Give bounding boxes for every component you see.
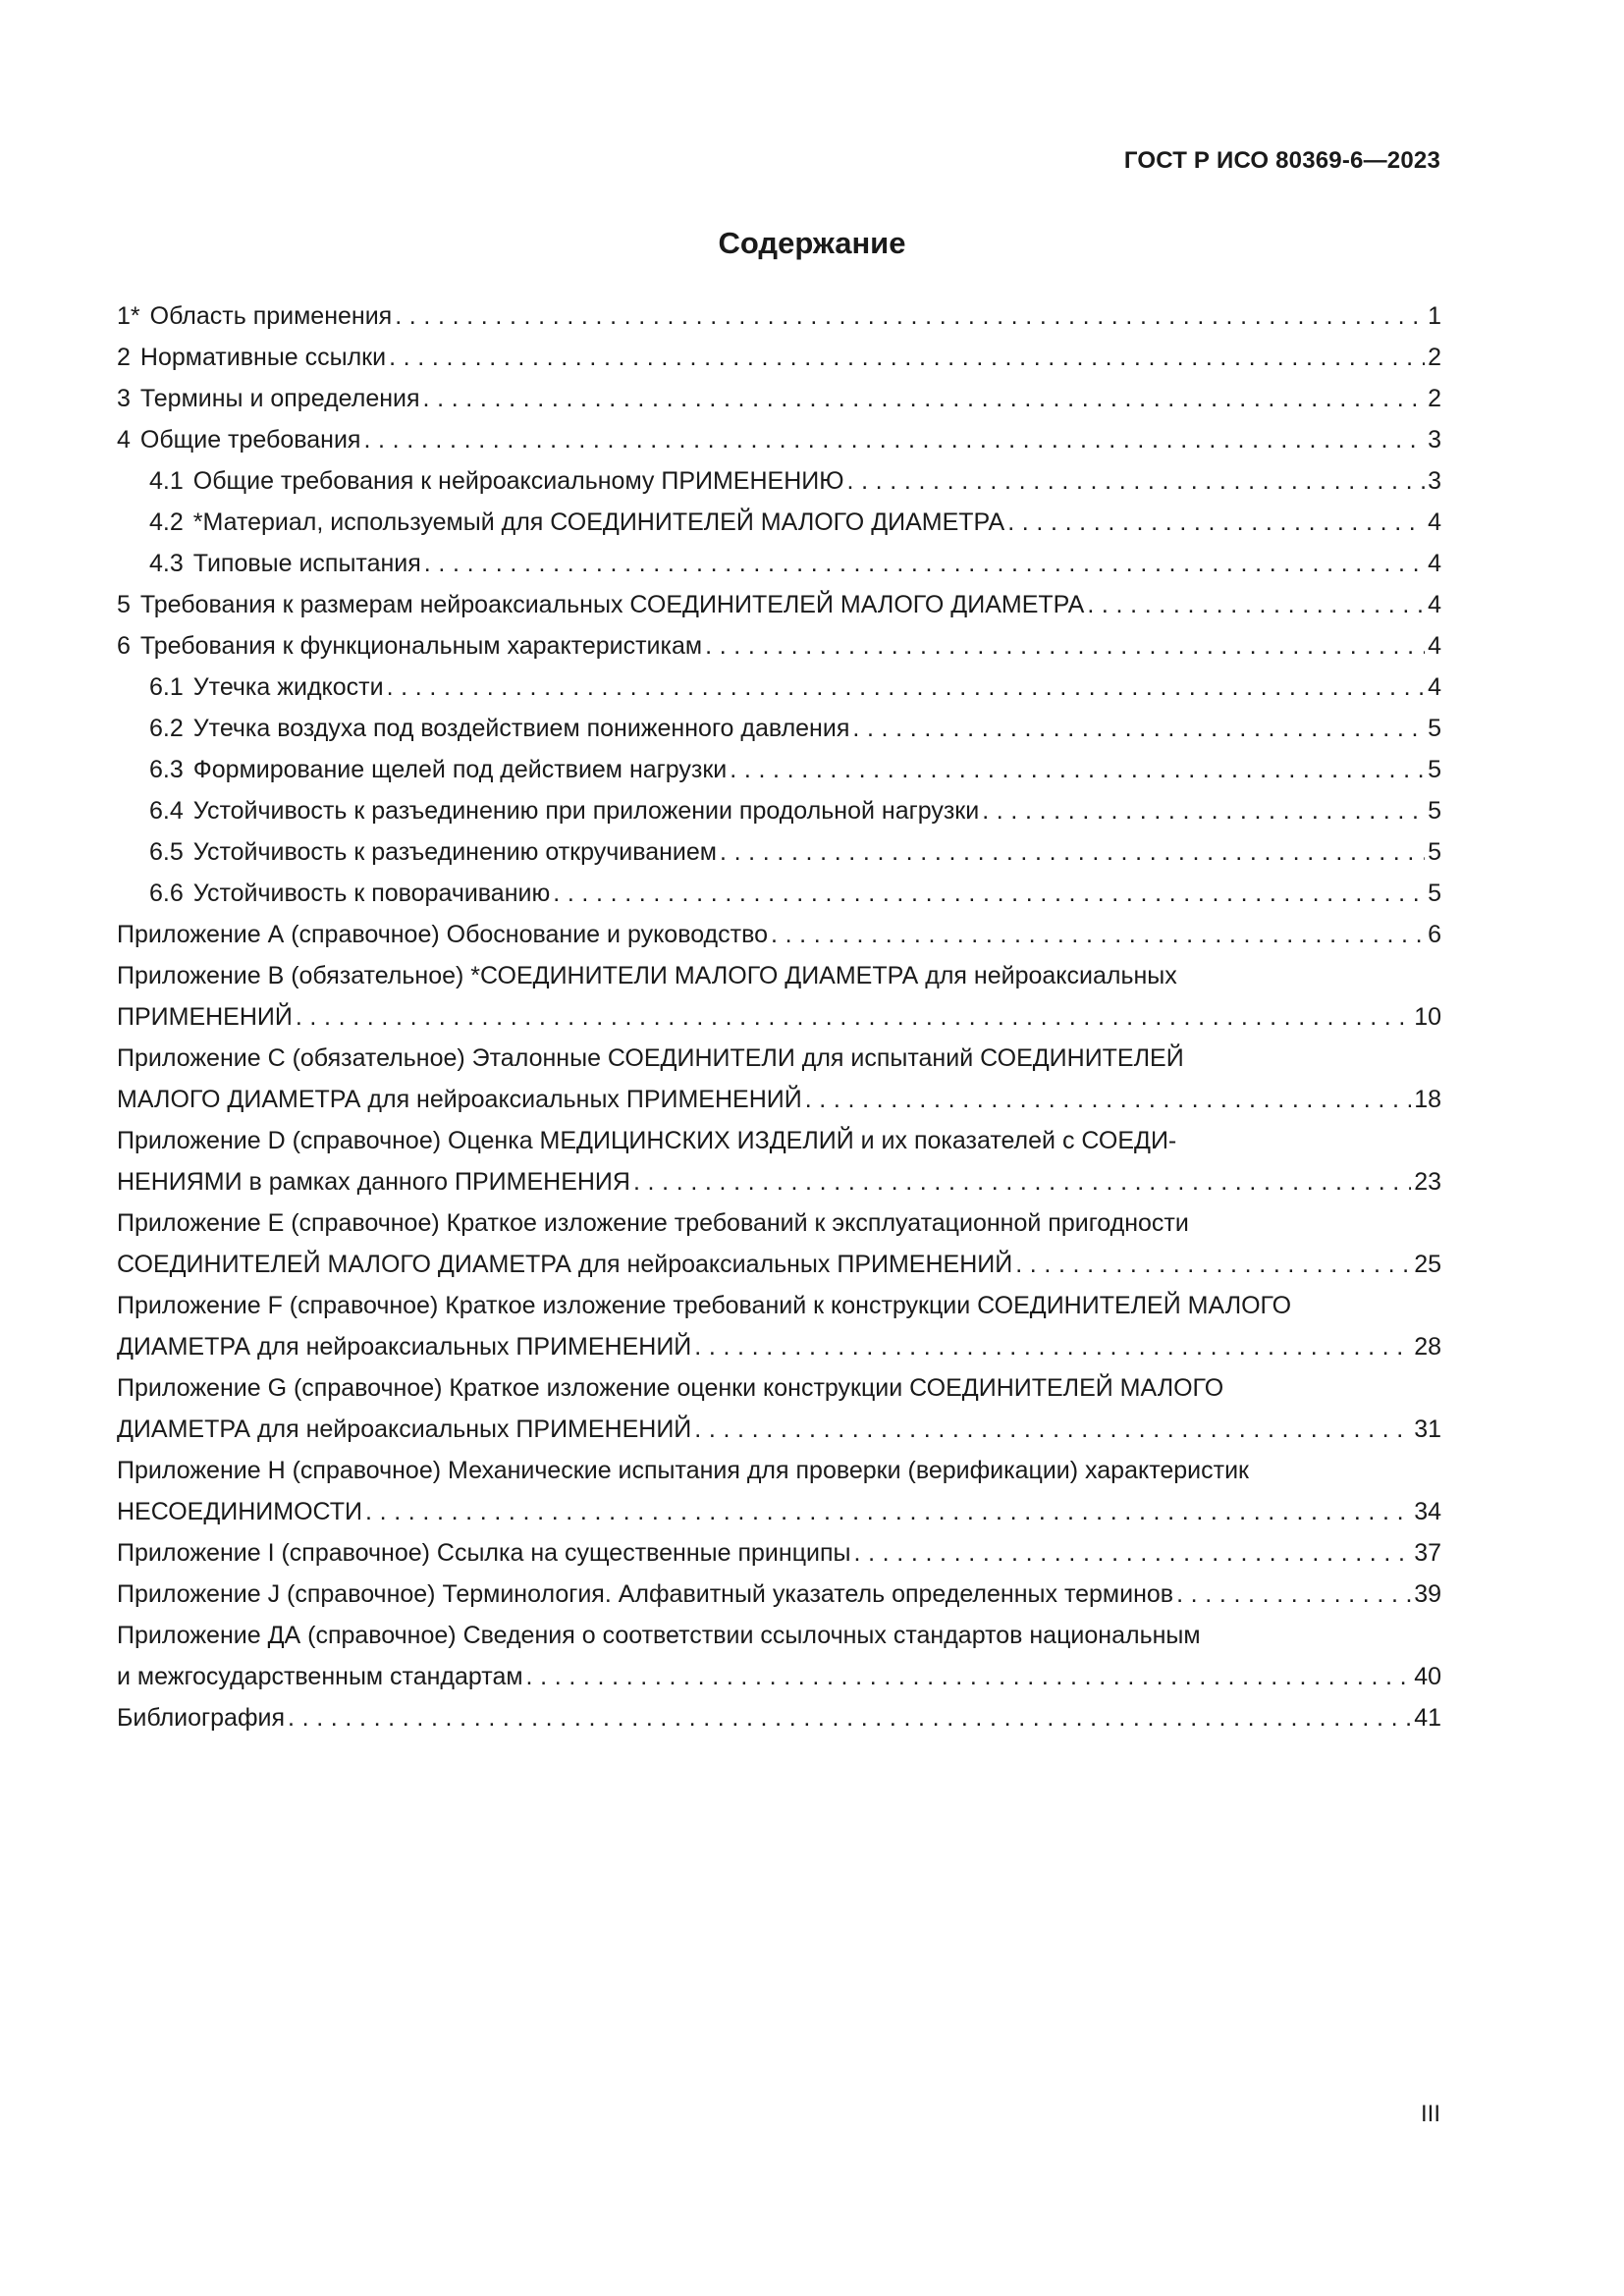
toc-entry-annex-i[interactable] [117,1532,1441,1574]
toc-entry-1[interactable] [117,295,1441,337]
toc-entry-title: Приложение В (обязательное) *СОЕДИНИТЕЛИ МАЛОГО ДИАМЕТРА для нейроаксиальных [117,962,1177,989]
toc-entry-annex-b[interactable] [117,955,1441,1038]
toc-entry-page: 37 [1414,1539,1441,1567]
dot-leader [424,543,1425,584]
dot-leader [365,1491,1411,1532]
toc-entry-2[interactable] [117,337,1441,378]
dot-leader [296,996,1411,1038]
toc-entry-title: Устойчивость к поворачиванию [192,880,551,907]
table-of-contents [117,295,1441,1738]
toc-entry-annex-a[interactable] [117,914,1441,955]
toc-entry-6-3[interactable] [117,749,1441,790]
toc-entry-number: 4 [117,426,131,454]
dot-leader [387,667,1426,708]
toc-entry-number: 4.3 [149,550,184,577]
dot-leader [771,914,1425,955]
toc-entry-5[interactable] [117,584,1441,625]
toc-entry-page: 4 [1428,591,1441,618]
toc-entry-page: 4 [1428,550,1441,577]
toc-entry-4-1[interactable] [117,460,1441,502]
dot-leader [705,625,1425,667]
toc-entry-title-continuation: и межгосударственным стандартам [117,1663,523,1690]
toc-entry-title: Приложение G (справочное) Краткое изложение оценки конструкции СОЕДИНИТЕЛЕЙ МАЛОГО [117,1374,1224,1402]
toc-entry-6-1[interactable] [117,667,1441,708]
dot-leader [694,1409,1411,1450]
dot-leader [1015,1244,1411,1285]
dot-leader [288,1697,1411,1738]
dot-leader [423,378,1426,419]
toc-entry-annex-j[interactable] [117,1574,1441,1615]
toc-entry-title: Приложение F (справочное) Краткое изложение требований к конструкции СОЕДИНИТЕЛЕЙ МАЛОГО [117,1292,1292,1319]
toc-entry-title: Устойчивость к разъединению при приложении продольной нагрузки [192,797,980,825]
toc-entry-title: Приложение ДА (справочное) Сведения о соответствии ссылочных стандартов национальным [117,1622,1201,1649]
toc-entry-number: 5 [117,591,131,618]
dot-leader [720,831,1425,873]
toc-entry-page: 3 [1428,467,1441,495]
dot-leader [553,873,1425,914]
toc-entry-annex-f[interactable] [117,1285,1441,1367]
toc-entry-number: 4.2 [149,508,184,536]
toc-entry-page: 31 [1414,1415,1441,1443]
dot-leader [694,1326,1411,1367]
toc-entry-title: Утечка жидкости [192,673,384,701]
dot-leader [526,1656,1412,1697]
toc-entry-page: 5 [1428,797,1441,825]
toc-entry-title-continuation: НЕСОЕДИНИМОСТИ [117,1498,363,1525]
toc-entry-title: Общие требования к нейроаксиальному ПРИМЕНЕНИЮ [192,467,844,495]
toc-entry-page: 6 [1428,921,1441,948]
toc-entry-page: 25 [1414,1251,1441,1278]
toc-entry-page: 5 [1428,880,1441,907]
toc-entry-annex-g[interactable] [117,1367,1441,1450]
document-id: ГОСТ Р ИСО 80369-6—2023 [1123,147,1440,174]
dot-leader [363,419,1425,460]
dot-leader [805,1079,1411,1120]
toc-entry-number: 1* [117,302,140,330]
dot-leader [633,1161,1411,1202]
toc-entry-4-2[interactable] [117,502,1441,543]
toc-entry-number: 6.6 [149,880,184,907]
toc-entry-page: 3 [1428,426,1441,454]
toc-title: Содержание [718,226,906,260]
toc-entry-title: Приложение D (справочное) Оценка МЕДИЦИНСКИХ ИЗДЕЛИЙ и их показателей с СОЕДИ- [117,1127,1177,1154]
toc-entry-title: Приложение Е (справочное) Краткое изложение требований к эксплуатационной пригодности [117,1209,1189,1237]
toc-entry-title: Приложение А (справочное) Обоснование и руководство [117,921,768,948]
toc-entry-title-continuation: МАЛОГО ДИАМЕТРА для нейроаксиальных ПРИМЕНЕНИЙ [117,1086,802,1113]
toc-entry-page: 2 [1428,385,1441,412]
dot-leader [730,749,1425,790]
toc-entry-page: 39 [1414,1580,1441,1608]
toc-entry-title-continuation: НЕНИЯМИ в рамках данного ПРИМЕНЕНИЯ [117,1168,630,1196]
toc-entry-title: Термины и определения [139,385,420,412]
toc-entry-page: 1 [1428,302,1441,330]
dot-leader [982,790,1425,831]
toc-entry-number: 6.1 [149,673,184,701]
toc-entry-page: 28 [1414,1333,1441,1361]
dot-leader [1007,502,1425,543]
toc-entry-page: 23 [1414,1168,1441,1196]
dot-leader [1087,584,1425,625]
toc-entry-number: 6 [117,632,131,660]
toc-entry-page: 5 [1428,715,1441,742]
toc-entry-title: Приложение J (справочное) Терминология. Алфавитный указатель определенных терминов [117,1580,1174,1608]
toc-entry-number: 2 [117,344,131,371]
toc-entry-title: Библиография [117,1704,286,1732]
toc-entry-page: 5 [1428,838,1441,866]
toc-entry-title: Приложение I (справочное) Ссылка на существенные принципы [117,1539,851,1567]
toc-entry-title: Требования к функциональным характеристикам [139,632,703,660]
toc-entry-title: Формирование щелей под действием нагрузки [192,756,728,783]
toc-entry-title-continuation: ДИАМЕТРА для нейроаксиальных ПРИМЕНЕНИЙ [117,1333,692,1361]
toc-entry-title: Требования к размерам нейроаксиальных СОЕДИНИТЕЛЕЙ МАЛОГО ДИАМЕТРА [139,591,1085,618]
toc-entry-page: 4 [1428,673,1441,701]
dot-leader [389,337,1425,378]
toc-entry-title: Устойчивость к разъединению откручиванием [192,838,717,866]
toc-entry-page: 40 [1414,1663,1441,1690]
dot-leader [847,460,1426,502]
toc-entry-page: 41 [1414,1704,1441,1732]
toc-entry-title: Приложение С (обязательное) Эталонные СОЕДИНИТЕЛИ для испытаний СОЕДИНИТЕЛЕЙ [117,1044,1184,1072]
toc-entry-title: Типовые испытания [192,550,421,577]
toc-entry-title-continuation: СОЕДИНИТЕЛЕЙ МАЛОГО ДИАМЕТРА для нейроаксиальных ПРИМЕНЕНИЙ [117,1251,1013,1278]
toc-entry-3[interactable] [117,378,1441,419]
toc-entry-6-6[interactable] [117,873,1441,914]
toc-entry-annex-da[interactable] [117,1615,1441,1697]
dot-leader [852,708,1425,749]
dot-leader [1176,1574,1411,1615]
toc-entry-number: 6.2 [149,715,184,742]
toc-entry-annex-e[interactable] [117,1202,1441,1285]
toc-entry-page: 4 [1428,632,1441,660]
toc-entry-title: Нормативные ссылки [139,344,387,371]
toc-entry-title: Область применения [149,302,393,330]
toc-entry-number: 6.5 [149,838,184,866]
page-number: III [1420,2101,1440,2127]
toc-entry-title: Приложение H (справочное) Механические испытания для проверки (верификации) характеристик [117,1457,1249,1484]
toc-entry-6-4[interactable] [117,790,1441,831]
toc-entry-annex-d[interactable] [117,1120,1441,1202]
dot-leader [854,1532,1412,1574]
toc-entry-4-3[interactable] [117,543,1441,584]
toc-entry-page: 2 [1428,344,1441,371]
toc-entry-number: 3 [117,385,131,412]
toc-entry-page: 4 [1428,508,1441,536]
toc-entry-title-continuation: ПРИМЕНЕНИЙ [117,1003,293,1031]
toc-entry-number: 4.1 [149,467,184,495]
toc-entry-number: 6.3 [149,756,184,783]
toc-entry-annex-c[interactable] [117,1038,1441,1120]
dot-leader [395,295,1425,337]
toc-entry-title: *Материал, используемый для СОЕДИНИТЕЛЕЙ МАЛОГО ДИАМЕТРА [192,508,1005,536]
toc-entry-bibliography[interactable] [117,1697,1441,1738]
toc-entry-title: Утечка воздуха под воздействием пониженного давления [192,715,850,742]
toc-entry-page: 10 [1414,1003,1441,1031]
toc-entry-page: 5 [1428,756,1441,783]
toc-entry-6-2[interactable] [117,708,1441,749]
toc-entry-number: 6.4 [149,797,184,825]
toc-entry-title-continuation: ДИАМЕТРА для нейроаксиальных ПРИМЕНЕНИЙ [117,1415,692,1443]
toc-entry-page: 18 [1414,1086,1441,1113]
toc-entry-6-5[interactable] [117,831,1441,873]
toc-entry-6[interactable] [117,625,1441,667]
toc-entry-page: 34 [1414,1498,1441,1525]
toc-entry-title: Общие требования [139,426,361,454]
toc-entry-annex-h[interactable] [117,1450,1441,1532]
toc-entry-4[interactable] [117,419,1441,460]
